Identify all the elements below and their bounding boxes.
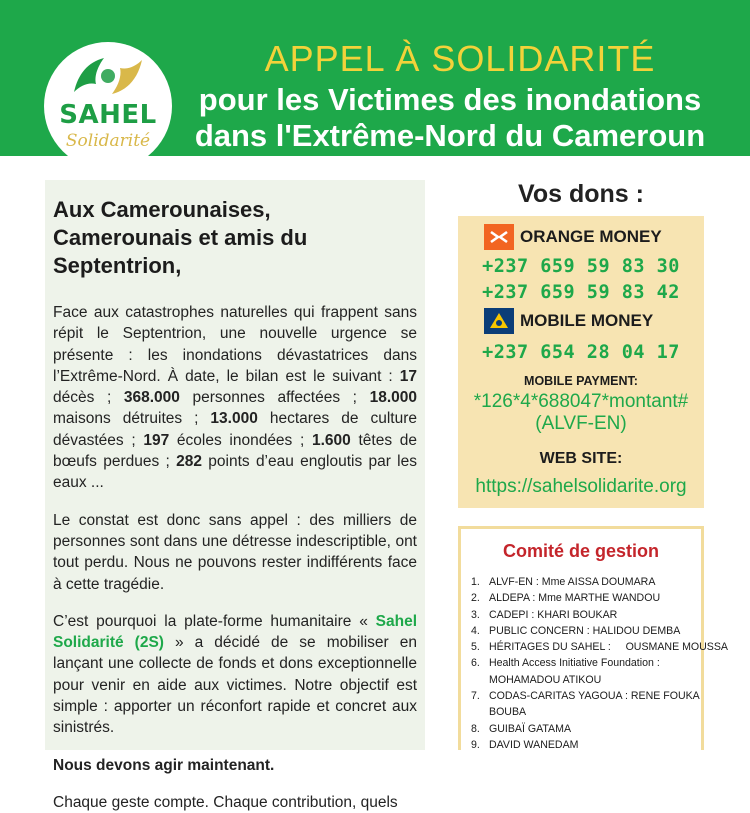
mobile-payment-code: *126*4*688047*montant# — [473, 391, 689, 412]
committee-member — [471, 688, 701, 721]
p1-text-e: hectares de culture dévastées ; — [53, 410, 417, 449]
member-text: Health Access Initiative Foundation : MOHAMADOU ATIKOU — [489, 657, 660, 686]
appeal-letter — [45, 180, 425, 811]
p1-text-g: têtes de bœufs perdues ; — [53, 431, 417, 471]
p1-text-a: Face aux catastrophes naturelles qui frappent sans répit le Septentrion, une nouvelle urgence se présente : les inondations dévastatrices dans l’Extrême-Nord. À date, le bilan est le suivant : — [53, 304, 417, 385]
orange-money-label: ORANGE MONEY — [520, 227, 662, 246]
subtitle-line-2: dans l'Extrême-Nord du Cameroun — [194, 118, 706, 153]
member-text: PUBLIC CONCERN : HALIDOU DEMBA — [489, 624, 681, 637]
mobile-payment-title: MOBILE PAYMENT: — [524, 374, 638, 388]
logo-subtitle: Solidarité — [65, 131, 151, 151]
member-number: 2. — [471, 592, 480, 605]
page-title: APPEL À SOLIDARITÉ — [264, 38, 656, 79]
p3-text-b: » a décidé de se mobiliser en lançant une collecte de fonds et dons exceptionnelle pour venir en aide aux victimes. Notre objectif est simple : apporter un réconfort rapide et concret aux sinistrés. — [53, 634, 417, 737]
orange-money-icon — [484, 224, 514, 250]
stat-water-points: 282 — [176, 453, 202, 471]
stat-deaths: 17 — [399, 367, 417, 385]
committee-title: Comité de gestion — [502, 541, 659, 561]
committee-member — [471, 623, 701, 639]
member-number: 3. — [471, 608, 480, 621]
member-number: 1. — [471, 576, 480, 588]
committee-member — [471, 639, 728, 655]
member-text: CADEPI : KHARI BOUKAR — [489, 608, 618, 621]
p3-text-a: C’est pourquoi la plate-forme humanitaire « — [53, 612, 376, 630]
stat-cattle: 1.600 — [311, 431, 351, 449]
letter-paragraph-5: Chaque geste compte. Chaque contribution, quels — [53, 793, 398, 811]
member-number: 4. — [471, 624, 480, 637]
p1-text-f: écoles inondées ; — [169, 431, 312, 449]
committee-member — [471, 721, 701, 737]
mobile-payment-ref: (ALVF-EN) — [535, 413, 627, 434]
orange-phone-1: +237 659 59 83 30 — [482, 256, 680, 277]
committee-list — [471, 574, 728, 753]
letter-paragraph-4 — [53, 755, 417, 776]
member-number: 7. — [471, 690, 480, 703]
letter-paragraph-3 — [53, 611, 417, 739]
stat-affected: 368.000 — [123, 389, 180, 407]
committee-panel — [458, 526, 728, 751]
sahel-solidarite-logo — [44, 42, 172, 170]
website-link[interactable]: https://sahelsolidarite.org — [475, 476, 687, 497]
orange-phone-2: +237 659 59 83 42 — [482, 282, 680, 303]
member-text: ALDEPA : Mme MARTHE WANDOU — [489, 592, 661, 605]
committee-member — [471, 607, 701, 623]
mobile-money-row — [484, 308, 694, 334]
stat-schools: 197 — [143, 431, 170, 449]
donations-panel — [458, 216, 704, 508]
header-banner — [0, 0, 750, 156]
p1-text-c: personnes affectées ; — [179, 389, 370, 407]
p1-text-h: points d’eau engloutis par les eaux ... — [53, 453, 417, 492]
member-text: GUIBAÏ GATAMA — [489, 722, 572, 735]
member-number: 5. — [471, 641, 480, 654]
committee-member — [471, 590, 701, 606]
mobile-phone: +237 654 28 04 17 — [482, 342, 680, 363]
member-text: DAVID WANEDAM — [489, 738, 579, 751]
logo-name: SAHEL — [59, 100, 157, 130]
committee-member — [471, 574, 701, 590]
p1-text-b: décès ; — [53, 389, 124, 407]
member-text: HÉRITAGES DU SAHEL : OUSMANE MOUSSA — [489, 641, 728, 654]
committee-member — [471, 737, 701, 753]
mobile-money-label: MOBILE MONEY — [520, 311, 654, 330]
member-number: 8. — [471, 722, 480, 735]
stat-hectares: 13.000 — [210, 410, 258, 428]
p1-text-d: maisons détruites ; — [53, 410, 211, 428]
member-number: 6. — [471, 657, 480, 670]
subtitle-line-1: pour les Victimes des inondations — [198, 82, 702, 117]
hands-logo-icon — [68, 48, 148, 104]
letter-paragraph-1 — [53, 302, 417, 494]
website-title: WEB SITE: — [539, 450, 623, 467]
stat-houses: 18.000 — [369, 389, 417, 407]
letter-paragraph-2: Le constat est donc sans appel : des milliers de personnes sont dans une détresse indescriptible, ont tout perdu. Nous ne pouvons rester indifférents face à cette tragédie. — [53, 511, 417, 593]
orange-money-row — [484, 224, 694, 250]
committee-member — [471, 655, 701, 688]
member-number: 9. — [471, 738, 480, 751]
letter-heading: Aux Camerounaises, Camerounais et amis du Septentrion, — [53, 197, 308, 278]
call-to-action: Nous devons agir maintenant. — [53, 756, 275, 774]
mobile-money-icon — [484, 308, 514, 334]
brand-name: Sahel Solidarité (2S) — [53, 612, 417, 652]
donations-title: Vos dons : — [518, 180, 644, 208]
member-text: CODAS-CARITAS YAGOUA : RENE FOUKA BOUBA — [489, 690, 700, 719]
member-text: ALVF-EN : Mme AISSA DOUMARA — [489, 576, 656, 588]
